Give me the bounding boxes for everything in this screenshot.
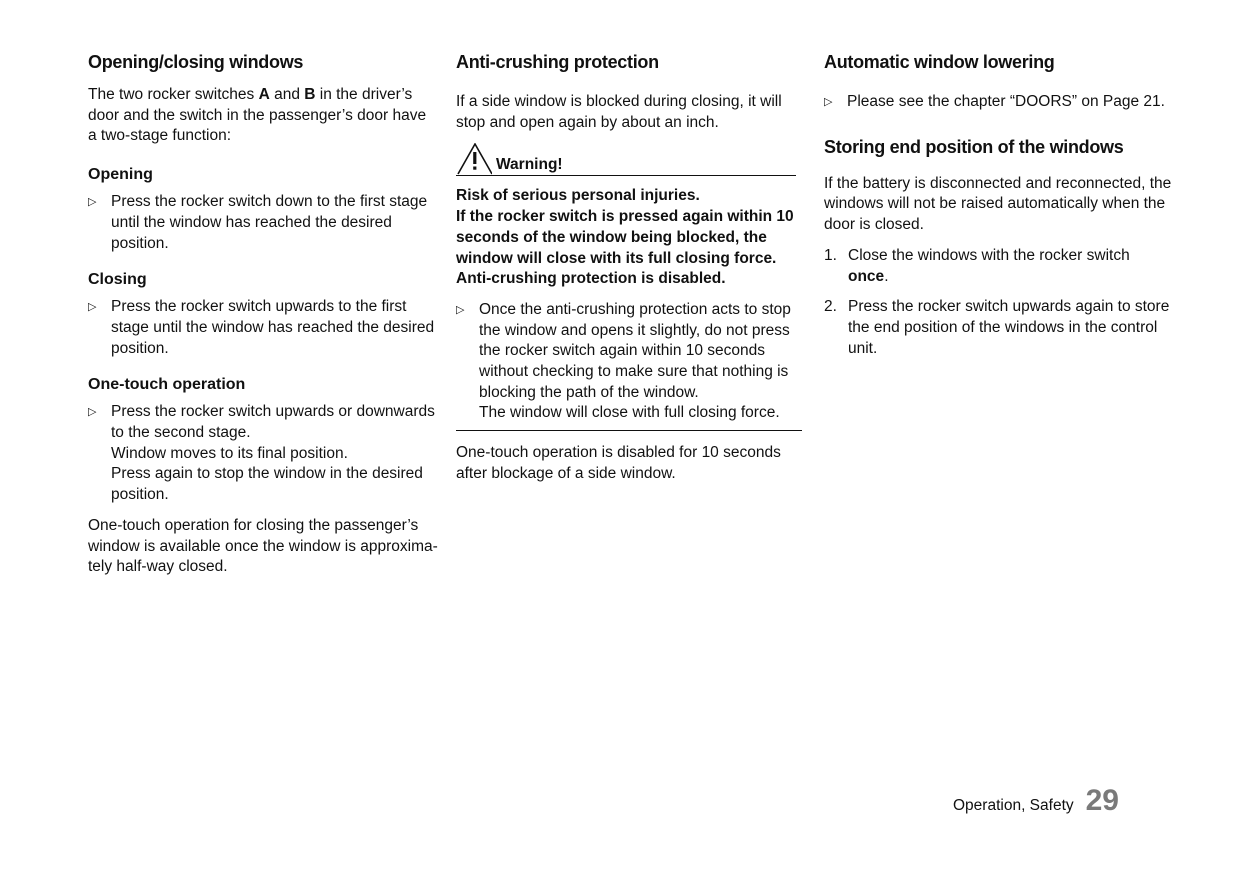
triangle-bullet-icon: ▷ (88, 406, 97, 419)
warning-header (456, 147, 796, 176)
list-item: ▷ Please see the chapter “DOORS” on Page 21. (824, 92, 1172, 113)
list-item: ▷ Press the rocker switch upwards or downwards to the second stage. Window moves to its final position. Press again to stop the window in the desired position. (88, 403, 435, 504)
warning-triangle-icon (456, 143, 492, 175)
heading-opening-closing: Opening/closing windows (88, 52, 304, 72)
column-2 (456, 52, 802, 485)
heading-automatic-lowering: Automatic window lowering (824, 52, 1055, 72)
column-3 (824, 52, 1172, 359)
storing-intro: If the battery is disconnected and reconnected, the windows will not be raised automatically when the door is closed. (824, 174, 1172, 234)
numbered-item: 1. Close the windows with the rocker switch once. (824, 246, 1130, 285)
heading-storing-end-position: Storing end position of the windows (824, 136, 1124, 157)
numbered-item: 2. Press the rocker switch upwards again to store the end position of the windows in the control unit. (824, 298, 1170, 357)
triangle-bullet-icon: ▷ (88, 301, 97, 314)
page-footer (953, 784, 1119, 818)
triangle-bullet-icon: ▷ (88, 196, 97, 209)
page-number: 29 (1085, 784, 1119, 817)
anti-crushing-intro: If a side window is blocked during closing, it will stop and open again by about an inch. (456, 93, 782, 131)
subheading-opening: Opening (88, 166, 153, 184)
list-item: ▷ Press the rocker switch upwards to the first stage until the window has reached the desired position. (88, 298, 435, 357)
list-item: ▷ Press the rocker switch down to the first stage until the window has reached the desired position. (88, 193, 428, 252)
section-label: Operation, Safety (953, 797, 1074, 814)
column-1 (88, 52, 438, 578)
heading-anti-crushing: Anti-crushing protection (456, 52, 659, 72)
warning-text: Risk of serious personal injuries. If the rocker switch is pressed again within 10 seconds of the window being blocked, the window will close with its full closing force. Anti-crushing protection is disabled. (456, 187, 794, 288)
warning-title: Warning! (496, 156, 563, 174)
intro-paragraph: The two rocker switches A and B in the driver’s door and the switch in the passenger’s door have a two-stage function: (88, 86, 427, 145)
triangle-bullet-icon: ▷ (456, 303, 465, 316)
subheading-closing: Closing (88, 271, 147, 289)
list-item: ▷ Once the anti-crushing protection acts to stop the window and opens it slightly, do not press the rocker switch again within 10 seconds without checking to make sure that nothing is blocking the path of the window. The window will close with full closing force. (456, 300, 791, 422)
subheading-one-touch: One-touch operation (88, 376, 246, 394)
one-touch-note: One-touch operation for closing the passenger’s window is available once the window is approxima-tely half-way closed. (88, 516, 438, 576)
triangle-bullet-icon: ▷ (824, 96, 833, 108)
warning-end-rule (456, 430, 802, 431)
one-touch-disabled-note: One-touch operation is disabled for 10 seconds after blockage of a side window. (456, 444, 781, 482)
